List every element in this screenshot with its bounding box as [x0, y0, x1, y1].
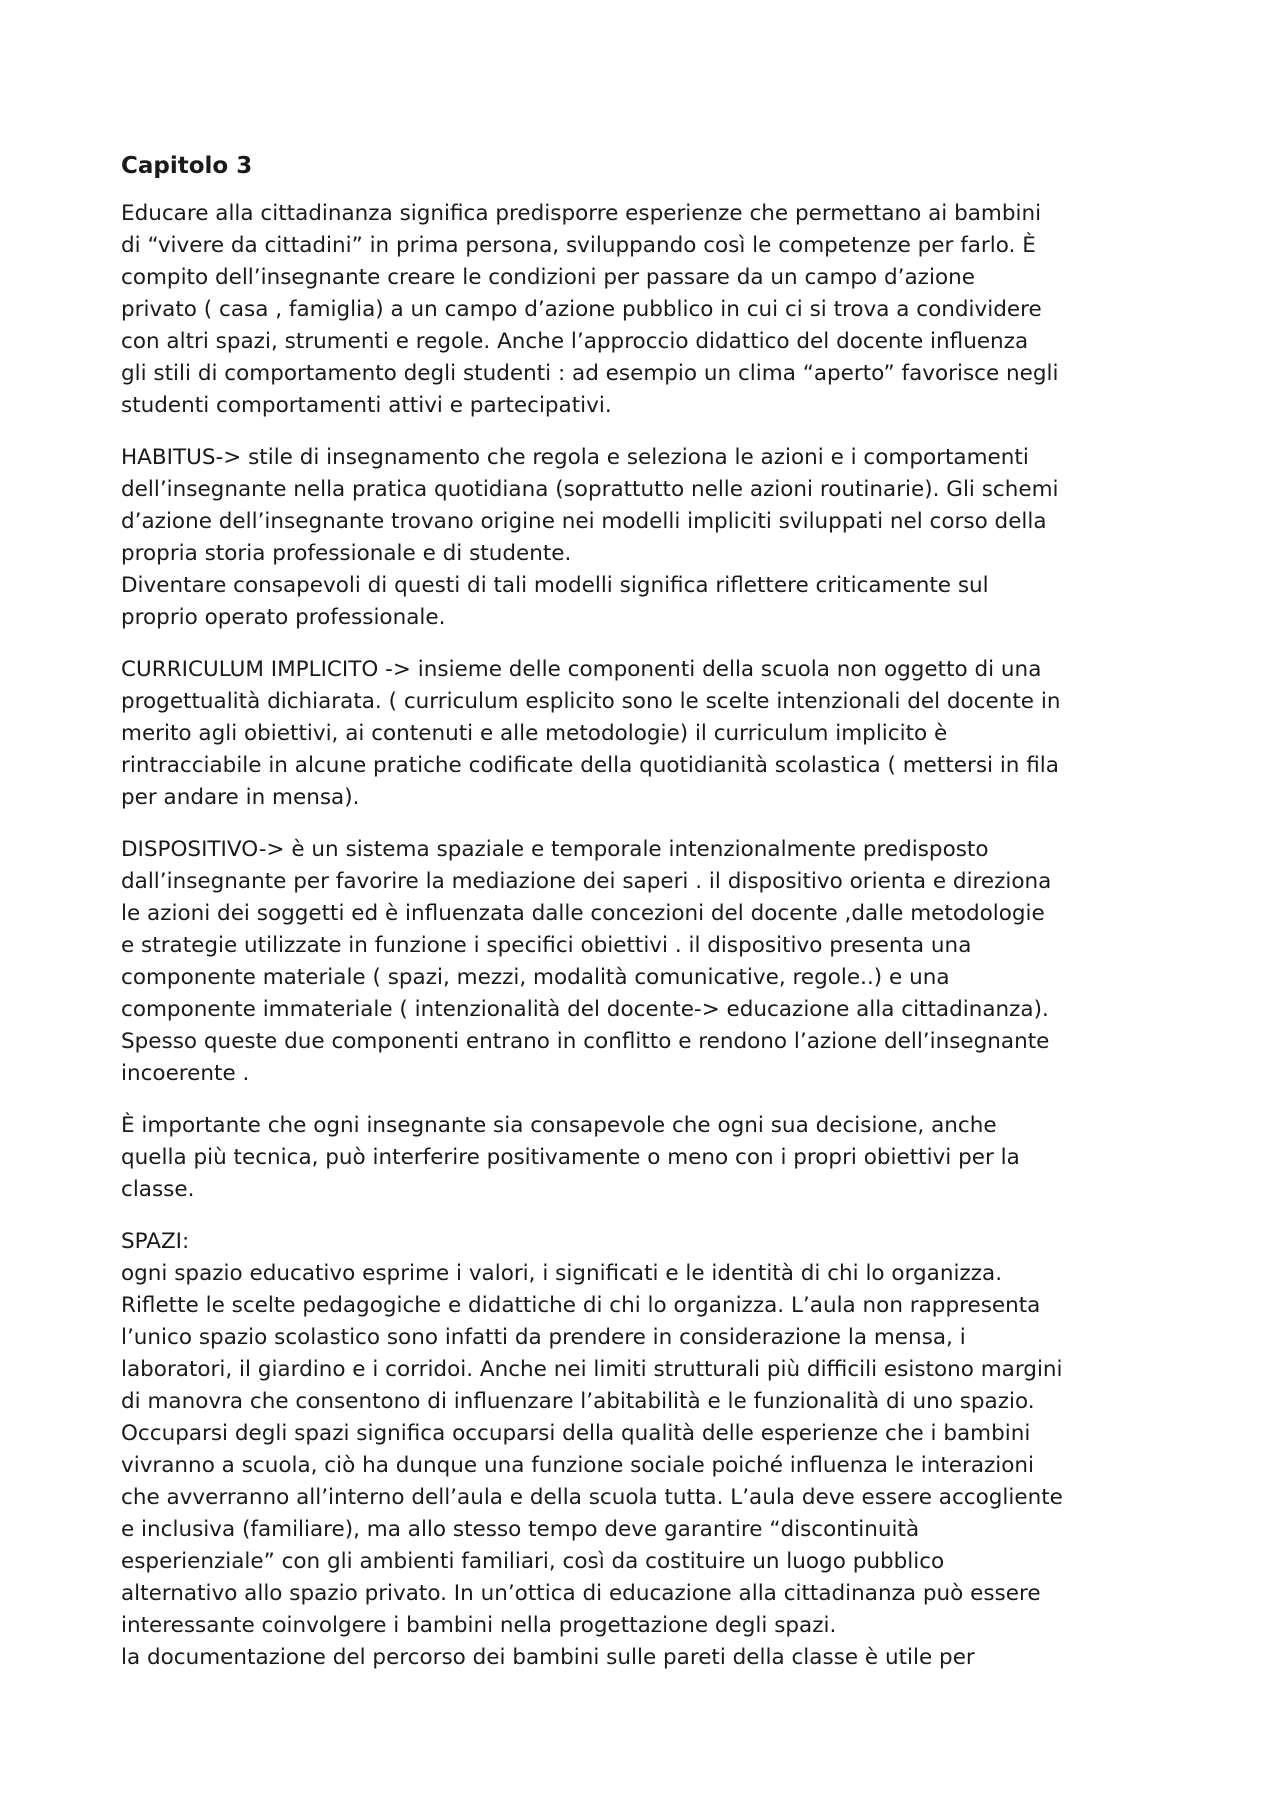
- text-line: Spesso queste due componenti entrano in conflitto e rendono l’azione dell’insegnante: [121, 1029, 1050, 1054]
- text-line: le azioni dei soggetti ed è influenzata dalle concezioni del docente ,dalle metodologie: [121, 901, 1045, 926]
- text-line: SPAZI:: [121, 1229, 190, 1254]
- text-line: incoerente .: [121, 1061, 250, 1086]
- chapter-title: Capitolo 3: [121, 153, 253, 179]
- text-line: È importante che ogni insegnante sia consapevole che ogni sua decisione, anche: [121, 1113, 997, 1138]
- text-line: d’azione dell’insegnante trovano origine nei modelli impliciti sviluppati nel corso della: [121, 509, 1047, 534]
- document-body: [121, 150, 1181, 1694]
- text-line: componente materiale ( spazi, mezzi, modalità comunicative, regole..) e una: [121, 965, 950, 990]
- paragraph-list: [121, 198, 1181, 1674]
- text-line: propria storia professionale e di studente.: [121, 541, 572, 566]
- text-line: Occuparsi degli spazi significa occuparsi della qualità delle esperienze che i bambini: [121, 1421, 1031, 1446]
- paragraph: [121, 198, 1181, 422]
- text-line: proprio operato professionale.: [121, 605, 446, 630]
- text-line: laboratori, il giardino e i corridoi. Anche nei limiti strutturali più difficili esistono margini: [121, 1357, 1063, 1382]
- text-line: l’unico spazio scolastico sono infatti da prendere in considerazione la mensa, i: [121, 1325, 966, 1350]
- text-line: compito dell’insegnante creare le condizioni per passare da un campo d’azione: [121, 265, 975, 290]
- text-line: che avverranno all’interno dell’aula e della scuola tutta. L’aula deve essere accogliente: [121, 1485, 1063, 1510]
- text-line: dall’insegnante per favorire la mediazione dei saperi . il dispositivo orienta e direziona: [121, 869, 1052, 894]
- text-line: DISPOSITIVO-> è un sistema spaziale e temporale intenzionalmente predisposto: [121, 837, 989, 862]
- paragraph: [121, 1110, 1181, 1206]
- paragraph: [121, 1226, 1181, 1674]
- paragraph: [121, 654, 1181, 814]
- text-line: componente immateriale ( intenzionalità del docente-> educazione alla cittadinanza).: [121, 997, 1049, 1022]
- text-line: rintracciabile in alcune pratiche codificate della quotidianità scolastica ( mettersi in fila: [121, 753, 1059, 778]
- text-line: gli stili di comportamento degli studenti : ad esempio un clima “aperto” favorisce negli: [121, 361, 1059, 386]
- text-line: Educare alla cittadinanza significa predisporre esperienze che permettano ai bambini: [121, 201, 1042, 226]
- text-line: Riflette le scelte pedagogiche e didattiche di chi lo organizza. L’aula non rappresenta: [121, 1293, 1041, 1318]
- text-line: Diventare consapevoli di questi di tali modelli significa riflettere criticamente sul: [121, 573, 989, 598]
- text-line: e inclusiva (familiare), ma allo stesso tempo deve garantire “discontinuità: [121, 1517, 920, 1542]
- text-line: esperienziale” con gli ambienti familiari, così da costituire un luogo pubblico: [121, 1549, 945, 1574]
- text-line: ogni spazio educativo esprime i valori, i significati e le identità di chi lo organizza.: [121, 1261, 1003, 1286]
- text-line: quella più tecnica, può interferire positivamente o meno con i propri obiettivi per la: [121, 1145, 1020, 1170]
- text-line: studenti comportamenti attivi e partecipativi.: [121, 393, 612, 418]
- text-line: interessante coinvolgere i bambini nella progettazione degli spazi.: [121, 1613, 837, 1638]
- text-line: vivranno a scuola, ciò ha dunque una funzione sociale poiché influenza le interazioni: [121, 1453, 1035, 1478]
- text-line: progettualità dichiarata. ( curriculum esplicito sono le scelte intenzionali del docente in: [121, 689, 1061, 714]
- text-line: di “vivere da cittadini” in prima persona, sviluppando così le competenze per farlo. È: [121, 233, 1036, 258]
- text-line: la documentazione del percorso dei bambini sulle pareti della classe è utile per: [121, 1645, 975, 1670]
- text-line: con altri spazi, strumenti e regole. Anche l’approccio didattico del docente influenza: [121, 329, 1029, 354]
- text-line: dell’insegnante nella pratica quotidiana (soprattutto nelle azioni routinarie). Gli schemi: [121, 477, 1059, 502]
- text-line: CURRICULUM IMPLICITO -> insieme delle componenti della scuola non oggetto di una: [121, 657, 1042, 682]
- text-line: merito agli obiettivi, ai contenuti e alle metodologie) il curriculum implicito è: [121, 721, 948, 746]
- text-line: classe.: [121, 1177, 195, 1202]
- text-line: HABITUS-> stile di insegnamento che regola e seleziona le azioni e i comportamenti: [121, 445, 1029, 470]
- text-line: e strategie utilizzate in funzione i specifici obiettivi . il dispositivo presenta una: [121, 933, 972, 958]
- text-line: per andare in mensa).: [121, 785, 360, 810]
- paragraph: [121, 442, 1181, 634]
- text-line: di manovra che consentono di influenzare l’abitabilità e le funzionalità di uno spazio.: [121, 1389, 1035, 1414]
- text-line: privato ( casa , famiglia) a un campo d’azione pubblico in cui ci si trova a condividere: [121, 297, 1042, 322]
- paragraph: [121, 834, 1181, 1090]
- text-line: alternativo allo spazio privato. In un’ottica di educazione alla cittadinanza può essere: [121, 1581, 1041, 1606]
